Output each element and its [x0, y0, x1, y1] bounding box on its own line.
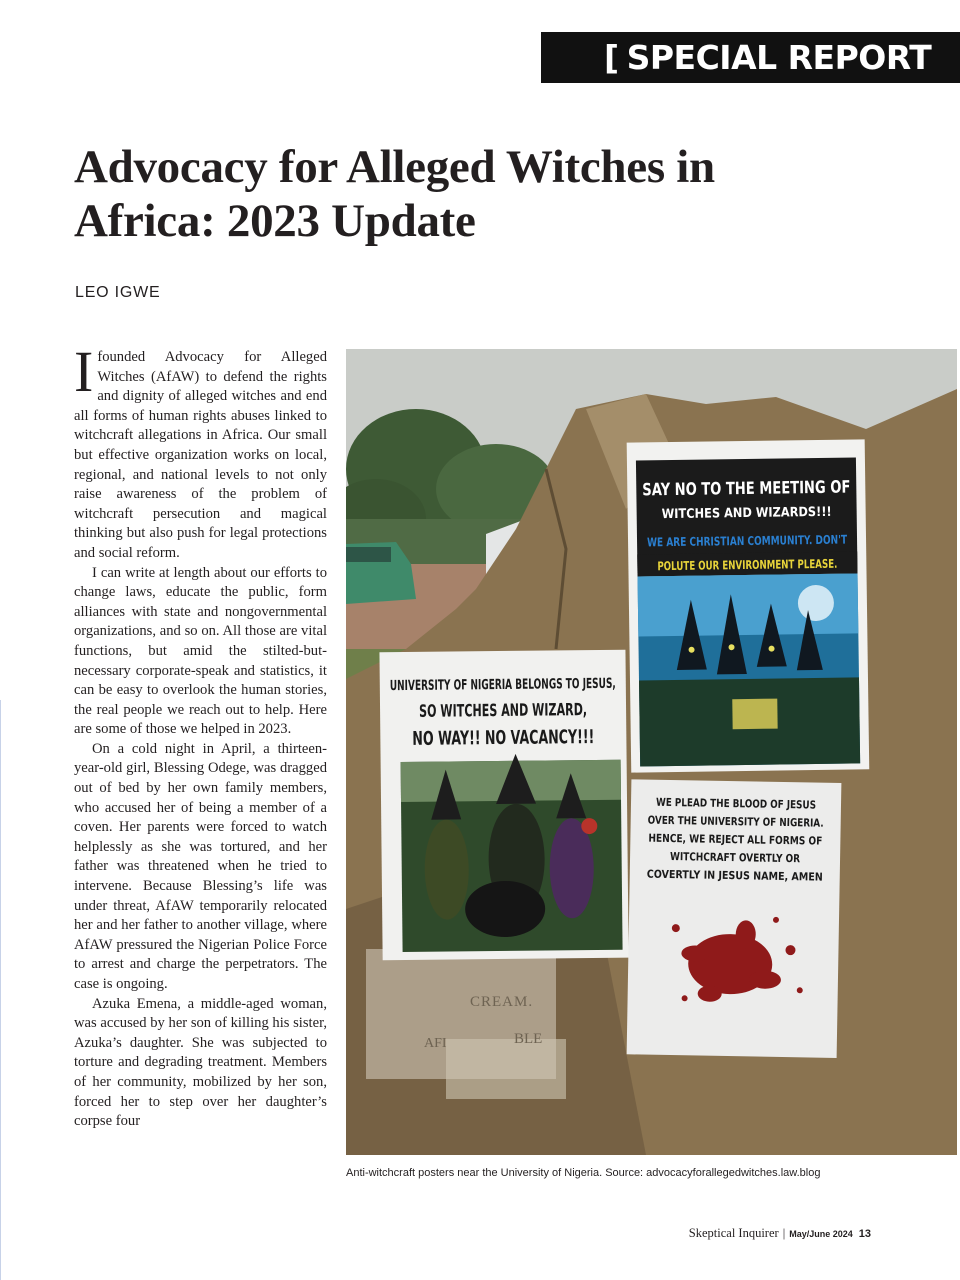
- poster-bottom-right: [627, 779, 868, 1058]
- photo-caption: Anti-witchcraft posters near the University of Nigeria. Source: advocacyforallegedwitches.law.blog: [346, 1167, 821, 1179]
- photo-car-window: [346, 547, 391, 562]
- poster-tr-line3: WE ARE CHRISTIAN COMMUNITY. DON'T: [646, 531, 914, 550]
- poster-left: [379, 650, 742, 961]
- page-footer: [689, 1226, 871, 1241]
- poster-br-line4: WITCHCRAFT OVERTLY OR: [669, 850, 831, 866]
- poster-tr-line1: SAY NO TO THE MEETING OF: [642, 476, 913, 501]
- poster-tr-line2: WITCHES AND WIZARDS!!!: [661, 504, 856, 523]
- article-body: [74, 339, 327, 1132]
- page-edge-line: [0, 700, 1, 1280]
- paragraph-1: [74, 339, 327, 564]
- paragraph-1-text: founded Advocacy for Alleged Witches (AfAW) to defend the rights and dignity of alleged witches and end all forms of human rights abuses linked to witchcraft allegations in Africa. Our small but effective organization works on local, regional, and national levels to not only raise awareness of the problem of witchcraft persecution and magical thinking but also push for legal protections and social reform.: [74, 349, 327, 561]
- photo-wall-text-3: BLE: [514, 1031, 543, 1047]
- poster-br-line3: HENCE, WE REJECT ALL FORMS OF: [648, 831, 860, 849]
- poster-br-line5: COVERTLY IN JESUS NAME, AMEN: [646, 867, 851, 885]
- article-photo: [346, 349, 957, 1155]
- paragraph-4: Azuka Emena, a middle-aged woman, was accused by her son of killing his sister, Azuka’s daughter. She was subjected to torture and degrading treatment. Members of her community, mobilized by her son, forced her to step over her daughter’s corpse four: [74, 995, 327, 1130]
- poster-l-line1: UNIVERSITY OF NIGERIA BELONGS TO JESUS,: [389, 674, 742, 695]
- page-number: 13: [858, 1228, 871, 1240]
- poster-tr-line4: POLUTE OUR ENVIRONMENT PLEASE.: [657, 555, 907, 574]
- banner-label: SPECIAL REPORT: [626, 38, 932, 77]
- drop-cap: I: [74, 339, 94, 404]
- byline: LEO IGWE: [75, 284, 161, 301]
- photo-paper-scrap: [446, 1039, 566, 1099]
- poster-br-line2: OVER THE UNIVERSITY OF NIGERIA.: [647, 813, 868, 831]
- magazine-name: Skeptical Inquirer: [688, 1226, 779, 1240]
- poster-br-line1: WE PLEAD THE BLOOD OF JESUS: [655, 795, 856, 813]
- photo-wall-text-2: AFI: [424, 1036, 447, 1051]
- banner-bracket: [: [604, 38, 619, 77]
- poster-l-line2: SO WITCHES AND WIZARD,: [418, 699, 677, 722]
- issue-date: May/June 2024: [789, 1229, 853, 1239]
- article-title: Advocacy for Alleged Witches in Africa: 2023 Update: [74, 141, 715, 247]
- paragraph-2: I can write at length about our efforts to change laws, educate the public, form alliances with state and nongovernmental organizations, and so on. All those are vital functions, but amid the stilted-but-necessary corporate-speak and statistics, it can be easy to overlook the human stories, the real people we reach out to help. Here are some of those we helped in 2023.: [74, 564, 327, 738]
- poster-l-line3: NO WAY!! NO VACANCY!!!: [412, 725, 687, 750]
- paragraph-3: On a cold night in April, a thirteen-year-old girl, Blessing Odege, was dragged out of bed by her own family members, who accused her of being a member of a coven. Her parents were forced to watch helplessly as she was tortured, and her father was threatened when he tried to intervene. Because Blessing’s life was under threat, AfAW temporarily relocated her and her father to another village, where AfAW pressured the Nigerian Police Force to arrest and charge the perpetrators. The case is ongoing.: [74, 740, 327, 992]
- photo-wall-text-1: CREAM.: [470, 994, 534, 1010]
- footer-separator: |: [782, 1226, 786, 1240]
- section-banner: [541, 32, 960, 83]
- poster-top-right: [627, 439, 914, 772]
